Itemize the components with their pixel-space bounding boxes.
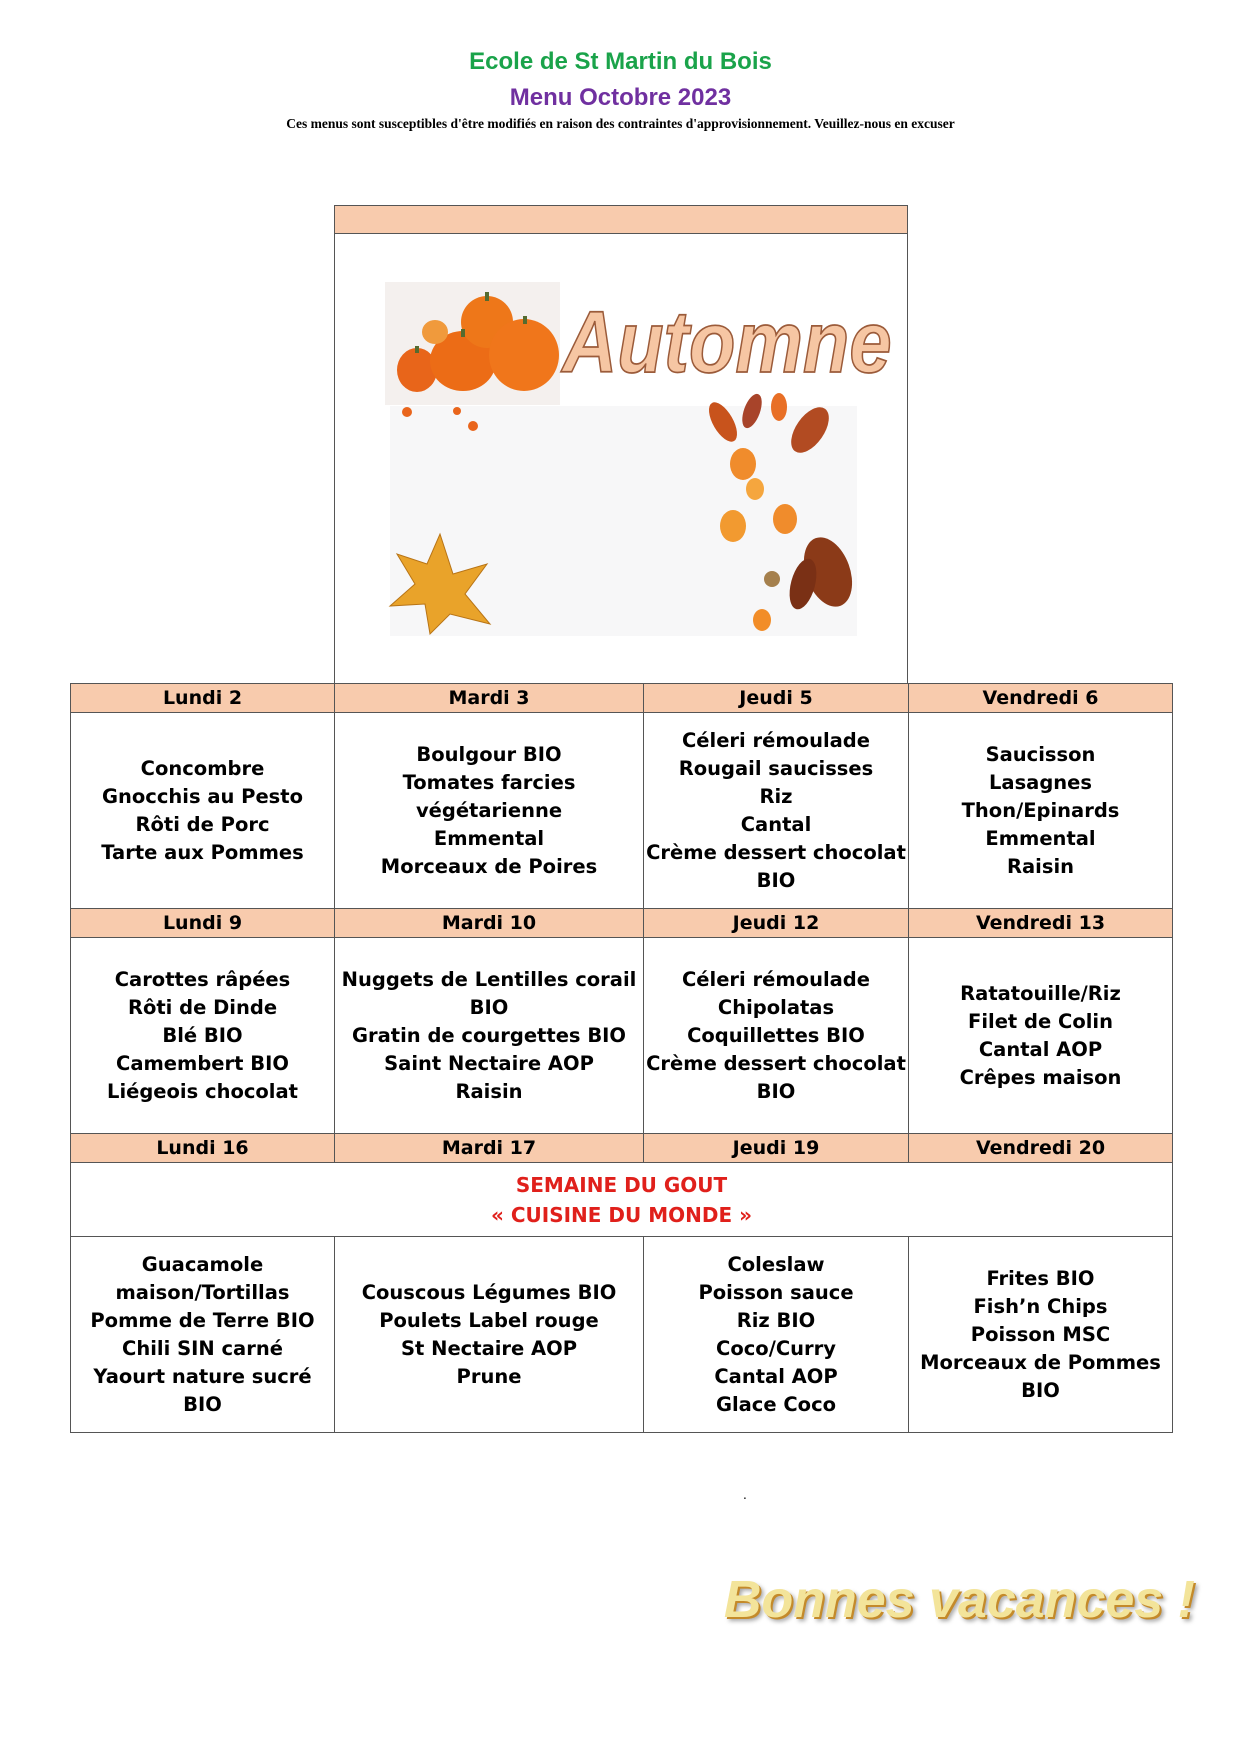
day-header: Mardi 3 <box>335 684 644 713</box>
meal-item: Nuggets de Lentilles corail BIO <box>341 967 637 1019</box>
meal-item: Morceaux de Poires <box>380 854 598 878</box>
pumpkin-icon <box>422 320 448 344</box>
meal-cell <box>335 1237 644 1433</box>
meal-cell <box>909 938 1173 1134</box>
menu-grid <box>70 683 1173 1433</box>
meal-row <box>71 1237 1173 1433</box>
meal-item: Cantal AOP <box>978 1037 1103 1061</box>
meal-cell <box>644 1237 909 1433</box>
meal-item: Crêpes maison <box>959 1065 1122 1089</box>
meal-cell <box>335 713 644 909</box>
illustration-header-band <box>334 205 908 234</box>
day-header: Lundi 16 <box>71 1134 335 1163</box>
meal-item: Rôti de Porc <box>135 812 270 836</box>
meal-item: Boulgour BIO <box>416 742 562 766</box>
meal-item: Gnocchis au Pesto <box>101 784 304 808</box>
meal-item: BIO <box>756 868 796 892</box>
meal-item: BIO <box>756 1079 796 1103</box>
meal-item: Guacamole <box>141 1252 264 1276</box>
meal-item: Crème dessert chocolat <box>646 1051 906 1075</box>
meal-item: Emmental <box>985 826 1096 850</box>
meal-item: Poisson MSC <box>970 1322 1111 1346</box>
meal-cell <box>71 938 335 1134</box>
day-header: Vendredi 20 <box>909 1134 1173 1163</box>
meal-cell <box>335 938 644 1134</box>
physalis-icon <box>773 504 797 534</box>
meal-item: Poisson sauce <box>698 1280 854 1304</box>
meal-item: Chipolatas <box>717 995 835 1019</box>
day-header: Lundi 9 <box>71 909 335 938</box>
meal-item: BIO <box>1021 1378 1060 1402</box>
meal-item: Poulets Label rouge <box>379 1308 599 1332</box>
event-subtitle: « CUISINE DU MONDE » <box>490 1202 753 1227</box>
automne-word: Automne <box>562 294 892 392</box>
disclaimer: Ces menus sont susceptibles d'être modifiés en raison des contraintes d'approvisionnement. Veuillez-nous en excuser <box>286 116 955 131</box>
physalis-icon <box>753 609 771 631</box>
meal-cell <box>71 1237 335 1433</box>
day-header-row <box>71 1134 1173 1163</box>
autumn-illustration <box>335 234 907 683</box>
meal-item: St Nectaire AOP <box>400 1336 577 1360</box>
farewell-message: Bonnes vacances ! <box>723 1571 1195 1629</box>
meal-item: Emmental <box>433 826 545 850</box>
meal-row <box>71 713 1173 909</box>
meal-item: Coquillettes BIO <box>687 1023 865 1047</box>
meal-item: Carottes râpées <box>114 967 291 991</box>
day-header: Mardi 17 <box>335 1134 644 1163</box>
day-header: Lundi 2 <box>71 684 335 713</box>
physalis-icon <box>746 478 764 500</box>
meal-item: Riz BIO <box>736 1308 816 1332</box>
meal-item: Raisin <box>455 1079 523 1103</box>
meal-item: Chili SIN carné <box>122 1336 283 1360</box>
meal-item: Raisin <box>1006 854 1075 878</box>
meal-item: Gratin de courgettes BIO <box>351 1023 627 1047</box>
meal-cell <box>644 938 909 1134</box>
day-header-row <box>71 684 1173 713</box>
meal-item: Saint Nectaire AOP <box>384 1051 594 1075</box>
meal-item: Tomates farcies végétarienne <box>402 770 576 822</box>
meal-item: Crème dessert chocolat <box>646 840 906 864</box>
meal-cell <box>909 1237 1173 1433</box>
physalis-icon <box>720 510 746 542</box>
acorn-icon <box>764 571 780 587</box>
day-header: Vendredi 6 <box>909 684 1173 713</box>
menu-title: Menu Octobre 2023 <box>509 84 732 111</box>
event-banner <box>71 1163 1173 1237</box>
berry-icon <box>453 407 461 415</box>
stray-dot: . <box>743 1488 747 1502</box>
meal-item: Fish’n Chips <box>973 1294 1108 1318</box>
meal-item: Pomme de Terre BIO <box>90 1308 315 1332</box>
berry-icon <box>402 407 412 417</box>
meal-item: maison/Tortillas <box>115 1280 290 1304</box>
event-row <box>71 1163 1173 1237</box>
meal-cell <box>644 713 909 909</box>
meal-item: Frites BIO <box>986 1266 1095 1290</box>
meal-item: Glace Coco <box>715 1392 837 1416</box>
meal-item: Coco/Curry <box>716 1336 836 1360</box>
day-header: Mardi 10 <box>335 909 644 938</box>
school-name: Ecole de St Martin du Bois <box>469 48 772 75</box>
meal-item: Couscous Légumes BIO <box>361 1280 617 1304</box>
meal-cell <box>909 713 1173 909</box>
meal-item: Ratatouille/Riz <box>960 981 1121 1005</box>
meal-item: Riz <box>759 784 793 808</box>
meal-item: Yaourt nature sucré BIO <box>93 1364 312 1416</box>
meal-item: Lasagnes Thon/Epinards <box>961 770 1120 822</box>
leaf-icon <box>771 393 787 421</box>
meal-item: Liégeois chocolat <box>107 1079 298 1103</box>
meal-item: Cantal AOP <box>714 1364 838 1388</box>
meal-item: Céleri rémoulade <box>681 728 870 752</box>
meal-item: Camembert BIO <box>116 1051 289 1075</box>
day-header: Jeudi 5 <box>644 684 909 713</box>
meal-item: Prune <box>456 1364 522 1388</box>
event-title: SEMAINE DU GOUT <box>515 1172 728 1197</box>
meal-item: Concombre <box>140 756 265 780</box>
meal-item: Céleri rémoulade <box>681 967 870 991</box>
day-header: Vendredi 13 <box>909 909 1173 938</box>
berry-icon <box>468 421 478 431</box>
day-header: Jeudi 12 <box>644 909 909 938</box>
meal-item: Morceaux de Pommes <box>920 1350 1161 1374</box>
physalis-icon <box>730 448 756 480</box>
day-header-row <box>71 909 1173 938</box>
meal-item: Rougail saucisses <box>678 756 874 780</box>
meal-item: Saucisson <box>985 742 1096 766</box>
pumpkin-icon <box>489 319 559 391</box>
meal-cell <box>71 713 335 909</box>
day-header: Jeudi 19 <box>644 1134 909 1163</box>
meal-item: Tarte aux Pommes <box>101 840 304 864</box>
illustration-frame <box>334 233 908 684</box>
meal-row <box>71 938 1173 1134</box>
meal-item: Blé BIO <box>162 1023 243 1047</box>
meal-item: Coleslaw <box>727 1252 825 1276</box>
meal-item: Filet de Colin <box>968 1009 1113 1033</box>
meal-item: Rôti de Dinde <box>127 995 278 1019</box>
meal-item: Cantal <box>740 812 812 836</box>
